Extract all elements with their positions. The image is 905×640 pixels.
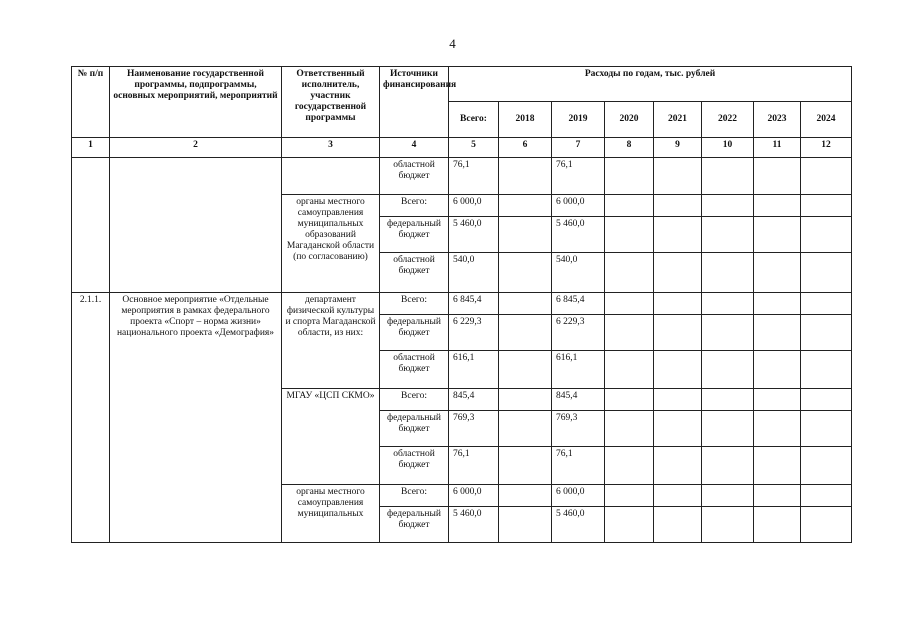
executor-cell: органы местного самоуправления муниципальных образований Магаданской области (по согласованию) [282,195,380,293]
source-cell: областной бюджет [380,447,449,485]
total-cell: 616,1 [449,351,499,389]
source-cell: Всего: [380,485,449,507]
executor-cell: МГАУ «ЦСП СКМО» [282,389,380,485]
source-cell: Всего: [380,195,449,217]
y2019-cell: 6 000,0 [552,195,605,217]
total-cell: 6 000,0 [449,195,499,217]
total-cell: 845,4 [449,389,499,411]
header-year: 2023 [754,102,801,138]
total-cell: 5 460,0 [449,217,499,253]
y2019-cell: 76,1 [552,158,605,195]
col-number: 7 [552,138,605,158]
source-cell: федеральный бюджет [380,507,449,543]
table-row [72,293,852,315]
total-cell: 6 845,4 [449,293,499,315]
col-number: 8 [605,138,654,158]
col-number: 9 [654,138,702,158]
table-row [72,158,852,195]
col-number: 2 [110,138,282,158]
source-cell: областной бюджет [380,158,449,195]
header-year: 2020 [605,102,654,138]
col-number: 11 [754,138,801,158]
executor-cell: департамент физической культуры и спорта Магаданской области, из них: [282,293,380,389]
col-number: 4 [380,138,449,158]
header-expenses: Расходы по годам, тыс. рублей [449,67,852,102]
executor-cell: органы местного самоуправления муниципальных [282,485,380,543]
header-sources: Источники финансирования [380,67,449,138]
col-number: 5 [449,138,499,158]
header-year: 2019 [552,102,605,138]
budget-table [71,66,852,543]
source-cell: областной бюджет [380,351,449,389]
source-cell: Всего: [380,389,449,411]
header-num: № п/п [72,67,110,138]
header-responsible: Ответственный исполнитель, участник государственной программы [282,67,380,138]
y2019-cell: 5 460,0 [552,217,605,253]
source-cell: Всего: [380,293,449,315]
y2019-cell: 540,0 [552,253,605,293]
header-name: Наименование государственной программы, подпрограммы, основных мероприятий, мероприятий [110,67,282,138]
total-cell: 76,1 [449,447,499,485]
y2019-cell: 76,1 [552,447,605,485]
y2019-cell: 5 460,0 [552,507,605,543]
source-cell: областной бюджет [380,253,449,293]
total-cell: 769,3 [449,411,499,447]
total-cell: 6 229,3 [449,315,499,351]
y2019-cell: 769,3 [552,411,605,447]
header-year: 2021 [654,102,702,138]
source-cell: федеральный бюджет [380,411,449,447]
total-cell: 540,0 [449,253,499,293]
y2019-cell: 6 000,0 [552,485,605,507]
total-cell: 6 000,0 [449,485,499,507]
total-cell: 76,1 [449,158,499,195]
col-number: 12 [801,138,852,158]
col-number: 10 [702,138,754,158]
header-year: 2022 [702,102,754,138]
activity-name: Основное мероприятие «Отдельные мероприятия в рамках федерального проекта «Спорт – норма жизни» национального проекта «Демография» [110,293,282,543]
header-year: Всего: [449,102,499,138]
header-year: 2024 [801,102,852,138]
source-cell: федеральный бюджет [380,315,449,351]
col-number: 6 [499,138,552,158]
y2019-cell: 6 845,4 [552,293,605,315]
y2019-cell: 616,1 [552,351,605,389]
col-number: 3 [282,138,380,158]
total-cell: 5 460,0 [449,507,499,543]
header-year: 2018 [499,102,552,138]
row-number: 2.1.1. [72,293,110,543]
source-cell: федеральный бюджет [380,217,449,253]
y2019-cell: 6 229,3 [552,315,605,351]
col-number: 1 [72,138,110,158]
page-number: 4 [449,36,456,51]
y2019-cell: 845,4 [552,389,605,411]
